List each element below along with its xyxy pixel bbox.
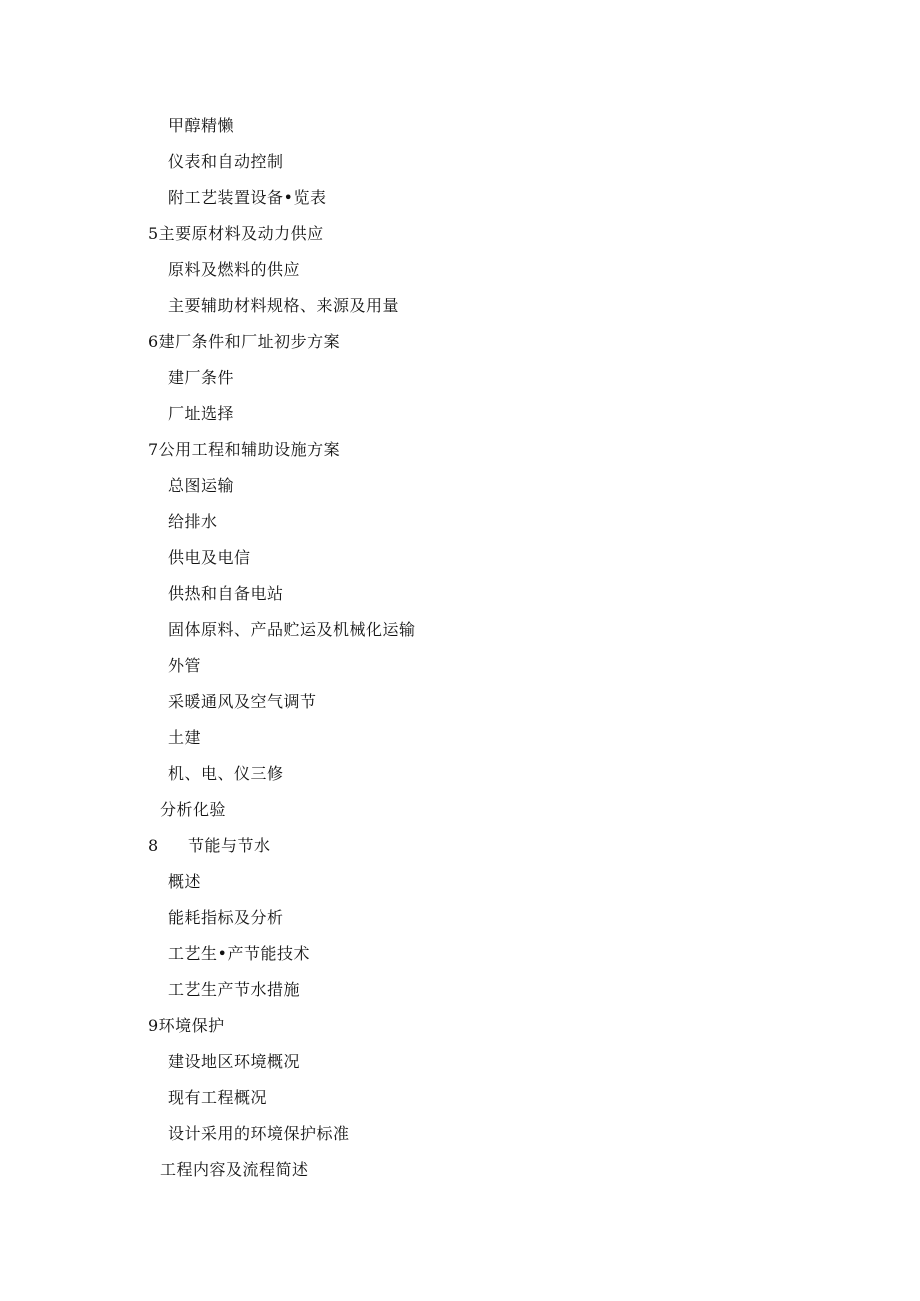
toc-entry: 工程内容及流程简述 — [160, 1160, 309, 1179]
toc-entry: 总图运输 — [168, 476, 235, 495]
toc-section-number: 8 — [148, 836, 159, 855]
toc-section-heading: 9环境保护 — [148, 1016, 225, 1035]
toc-section-heading: 节能与节水 — [188, 836, 271, 855]
toc-entry: 能耗指标及分析 — [168, 908, 284, 927]
toc-entry: 仪表和自动控制 — [168, 152, 284, 171]
toc-entry: 固体原料、产品贮运及机械化运输 — [168, 620, 416, 639]
toc-entry: 设计采用的环境保护标准 — [168, 1124, 350, 1143]
toc-entry: 给排水 — [168, 512, 218, 531]
toc-entry: 土建 — [168, 728, 202, 747]
toc-entry: 工艺生产节水措施 — [168, 980, 301, 999]
toc-entry: 建设地区环境概况 — [168, 1052, 301, 1071]
toc-entry: 原料及燃料的供应 — [168, 260, 301, 279]
toc-section-heading: 5主要原材料及动力供应 — [148, 224, 324, 243]
toc-entry: 外管 — [168, 656, 202, 675]
toc-entry: 供电及电信 — [168, 548, 251, 567]
toc-section-heading: 7公用工程和辅助设施方案 — [148, 440, 341, 459]
toc-entry: 概述 — [168, 872, 202, 891]
toc-entry: 厂址选择 — [168, 404, 235, 423]
toc-entry: 工艺生•产节能技术 — [168, 944, 310, 963]
toc-entry: 甲醇精懒 — [168, 116, 235, 135]
toc-entry: 附工艺装置设备•览表 — [168, 188, 327, 207]
toc-entry: 主要辅助材料规格、来源及用量 — [168, 296, 400, 315]
toc-entry: 供热和自备电站 — [168, 584, 284, 603]
toc-entry: 采暖通风及空气调节 — [168, 692, 317, 711]
toc-entry: 现有工程概况 — [168, 1088, 268, 1107]
toc-entry: 分析化验 — [160, 800, 227, 819]
toc-section-heading: 6建厂条件和厂址初步方案 — [148, 332, 341, 351]
toc-entry: 机、电、仪三修 — [168, 764, 284, 783]
toc-entry: 建厂条件 — [168, 368, 235, 387]
